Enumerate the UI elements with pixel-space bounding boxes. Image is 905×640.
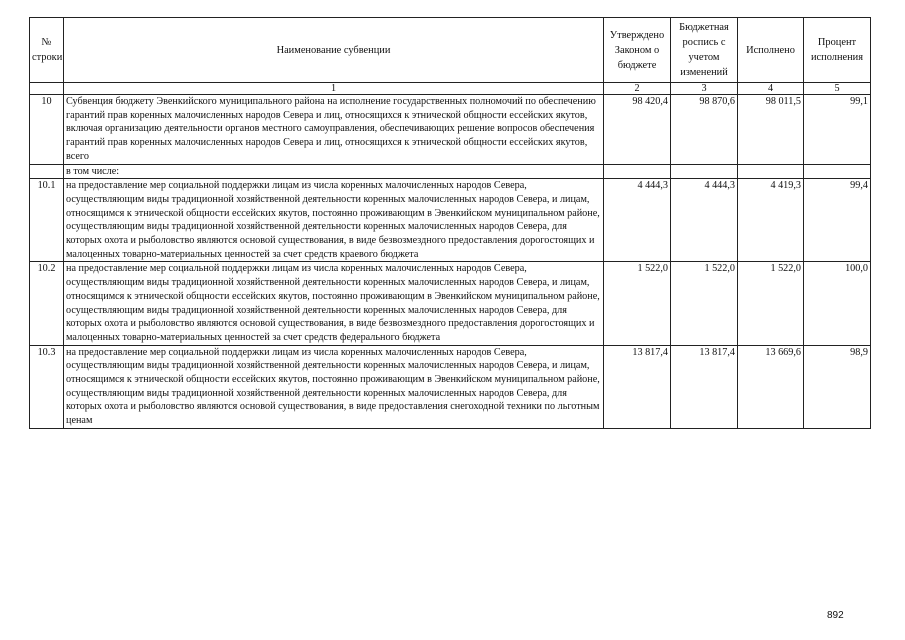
column-number: 2 — [604, 83, 671, 95]
budget-value: 98 870,6 — [671, 95, 738, 165]
column-number: 5 — [804, 83, 871, 95]
approved-value — [604, 164, 671, 179]
row-number: 10.1 — [30, 179, 64, 262]
subvention-name: в том числе: — [64, 164, 604, 179]
budget-value: 4 444,3 — [671, 179, 738, 262]
percent-value — [804, 164, 871, 179]
page-number: 892 — [827, 610, 844, 621]
table-row — [30, 262, 871, 345]
budget-value: 13 817,4 — [671, 345, 738, 428]
table-row — [30, 95, 871, 165]
percent-value: 99,4 — [804, 179, 871, 262]
subvention-name: Субвенция бюджету Эвенкийского муниципального района на исполнение государственных полномочий по обеспечению гарантий прав коренных малочисленных народов Севера и лиц, относящихся к этнической общности ессейских якутов, включая организацию деятельности органов местного самоуправления, обеспечивающих решение вопросов обеспечения гарантий прав коренных малочисленных народов Севера и лиц, относящихся к этнической общности ессейских якутов, всего — [64, 95, 604, 165]
column-numbers-row — [30, 83, 871, 95]
executed-value: 4 419,3 — [738, 179, 804, 262]
table-row — [30, 164, 871, 179]
subvention-table — [29, 17, 871, 429]
header-row-number: № строки — [30, 18, 64, 83]
row-number: 10.2 — [30, 262, 64, 345]
column-number: 1 — [64, 83, 604, 95]
percent-value: 100,0 — [804, 262, 871, 345]
header-approved: Утверждено Законом о бюджете — [604, 18, 671, 83]
subvention-name: на предоставление мер социальной поддержки лицам из числа коренных малочисленных народов Севера, осуществляющим виды традиционной хозяйственной деятельности коренных малочисленных народов Севера, и лицам, относящимся к этнической общности ессейских якутов, постоянно проживающим в Эвенкийском муниципальном районе, осуществляющим виды традиционной хозяйственной деятельности коренных малочисленных народов Севера, для которых охота и рыболовство являются основой существования, в виде безвозмездного предоставления дорогостоящих и малоценных товарно-материальных ценностей за счет средств федерального бюджета — [64, 262, 604, 345]
table-row — [30, 179, 871, 262]
subvention-name: на предоставление мер социальной поддержки лицам из числа коренных малочисленных народов Севера, осуществляющим виды традиционной хозяйственной деятельности коренных малочисленных народов Севера, и лицам, относящимся к этнической общности ессейских якутов, постоянно проживающим в Эвенкийском муниципальном районе, осуществляющим виды традиционной хозяйственной деятельности коренных малочисленных народов Севера, для которых охота и рыболовство являются основой существования, в виде безвозмездного предоставления дорогостоящих и малоценных товарно-материальных ценностей за счет средств краевого бюджета — [64, 179, 604, 262]
row-number: 10 — [30, 95, 64, 165]
approved-value: 4 444,3 — [604, 179, 671, 262]
column-number: 4 — [738, 83, 804, 95]
header-row — [30, 18, 871, 83]
approved-value: 1 522,0 — [604, 262, 671, 345]
row-number — [30, 164, 64, 179]
executed-value — [738, 164, 804, 179]
column-number-blank — [30, 83, 64, 95]
approved-value: 13 817,4 — [604, 345, 671, 428]
executed-value: 13 669,6 — [738, 345, 804, 428]
subvention-name: на предоставление мер социальной поддержки лицам из числа коренных малочисленных народов Севера, осуществляющим виды традиционной хозяйственной деятельности коренных малочисленных народов Севера, и лицам, относящимся к этнической общности ессейских якутов, постоянно проживающим в Эвенкийском муниципальном районе, осуществляющим виды традиционной хозяйственной деятельности коренных малочисленных народов Севера, для которых охота и рыболовство являются основой существования, в виде предоставления снегоходной техники по льготным ценам — [64, 345, 604, 428]
percent-value: 99,1 — [804, 95, 871, 165]
percent-value: 98,9 — [804, 345, 871, 428]
budget-value — [671, 164, 738, 179]
budget-value: 1 522,0 — [671, 262, 738, 345]
header-budget-schedule: Бюджетная роспись с учетом изменений — [671, 18, 738, 83]
row-number: 10.3 — [30, 345, 64, 428]
approved-value: 98 420,4 — [604, 95, 671, 165]
table-row — [30, 345, 871, 428]
executed-value: 98 011,5 — [738, 95, 804, 165]
column-number: 3 — [671, 83, 738, 95]
header-subvention-name: Наименование субвенции — [64, 18, 604, 83]
header-percent: Процент исполнения — [804, 18, 871, 83]
executed-value: 1 522,0 — [738, 262, 804, 345]
header-executed: Исполнено — [738, 18, 804, 83]
